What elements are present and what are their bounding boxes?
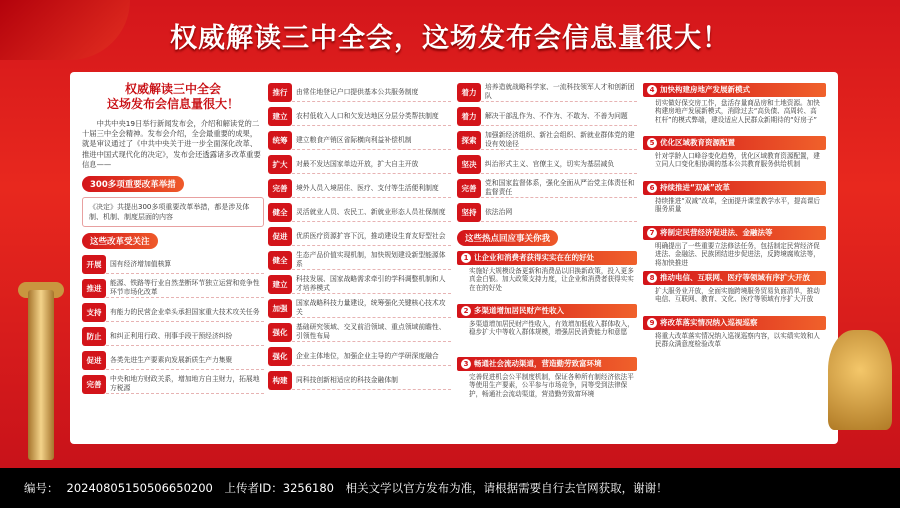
list-item (457, 202, 637, 223)
hotspot-number: 8 (647, 273, 657, 283)
hotspot-title-bar (643, 316, 826, 330)
hotspot-text: 完善促进机会公平制度机制，保证各种所有制经济依法平等使用生产要素，公平参与市场竞争，同等受到法律保护，畅通社会流动渠道，营造勤劳致富环境 (469, 373, 634, 398)
list-item (82, 254, 264, 275)
item-text: 国家战略科技力量建设，统筹强化关键核心技术攻关 (292, 299, 451, 318)
hotspot-text: 扩大服务业开放，全面实施跨境服务贸易负面清单，推动电信、互联网、教育、文化、医疗等领域有序扩大开放 (655, 287, 820, 304)
list-item (268, 178, 451, 199)
item-text: 同科技创新相适应的科技金融体制 (292, 371, 451, 390)
intro-paragraph: 中共中央19日举行新闻发布会，介绍和解读党的二十届三中全会精神。发布会介绍，全会最重要的成果，就是审议通过了《中共中央关于进一步全面深化改革、推进中国式现代化的决定》，发布会还透露诸多改革重要信息—— (82, 119, 261, 169)
list-item (268, 130, 451, 151)
hotspot-text: 将重大改革落实情况纳入巡视巡察内容，以实绩实效和人民群众满意度检验改革 (655, 332, 820, 349)
hotspot-title: 加快构建房地产发展新模式 (660, 85, 750, 94)
hotspot-text: 明确提出了一些重要立法修法任务，包括制定民营经济促进法、金融法、民族团结进步促进法，反跨境腐败法等，将加快推进 (655, 242, 820, 267)
list-item (268, 106, 451, 127)
item-text: 生态产品价值实现机制，加快规划建设新型能源体系 (292, 251, 451, 270)
hotspot-text: 切实做好保交房工作，盘活存量商品房和土地资源。加快构建房地产发展新模式，消除过去“高负债、高周转、高杠杆”的模式弊端，建设适应人民群众新期待的“好房子” (655, 99, 820, 124)
section-title-reforms: 300多项重要改革举措 (82, 176, 184, 192)
list-item (82, 302, 264, 323)
item-text: 科技发展、国家战略需求牵引的学科调整机制和人才培养模式 (292, 275, 451, 294)
item-tag: 健全 (268, 203, 292, 222)
hotspot-item (643, 271, 826, 313)
item-tag: 支持 (82, 303, 106, 322)
item-tag: 强化 (268, 323, 292, 342)
hotspot-number: 5 (647, 138, 657, 148)
item-text: 有能力的民营企业牵头承担国家重大技术攻关任务 (106, 303, 264, 322)
hotspot-number: 7 (647, 228, 657, 238)
list-item (268, 298, 451, 319)
item-text: 基础研究领域、交叉前沿领域、重点领域前瞻性、引领性布局 (292, 323, 451, 342)
item-tag: 坚持 (457, 203, 481, 222)
item-text: 加强新经济组织、新社会组织、新就业群体党的建设有效途径 (481, 131, 637, 150)
item-tag: 构建 (268, 371, 292, 390)
item-text: 解决干部乱作为、不作为、不敢为、不善为问题 (481, 107, 637, 126)
hotspot-item (643, 136, 826, 178)
list-item (268, 202, 451, 223)
section-title-focus: 这些改革受关注 (82, 233, 158, 249)
column-intro (82, 82, 264, 398)
item-tag: 完善 (457, 179, 481, 198)
item-tag: 完善 (82, 375, 106, 394)
hotspot-number: 3 (461, 359, 471, 369)
governance-list (457, 82, 637, 223)
item-tag: 防止 (82, 327, 106, 346)
stone-lion-image (828, 330, 892, 430)
item-tag: 促进 (268, 227, 292, 246)
item-text: 灵活就业人员、农民工、新就业形态人员社保制度 (292, 203, 451, 222)
column-measures (268, 82, 451, 394)
hotspot-text: 持续推进“双减”改革，全面提升课堂教学水平，提高课后服务质量 (655, 197, 821, 214)
hotspot-title-bar (643, 136, 826, 150)
column-governance (457, 82, 637, 407)
reform-list (82, 254, 264, 395)
item-text: 各类先进生产要素向发展新质生产力集聚 (106, 351, 264, 370)
item-tag: 建立 (268, 275, 292, 294)
hotspot-number: 4 (647, 85, 657, 95)
hotspot-text: 针对学龄人口峰谷变化趋势，优化区域教育资源配置，建立同人口变化相协调的基本公共教育服务供给机制 (655, 152, 820, 169)
item-text: 建立粮食产销区省际横向利益补偿机制 (292, 131, 451, 150)
hotspot-title-bar (643, 181, 826, 195)
list-item (268, 226, 451, 247)
footer-id-value: 20240805150506650200 (66, 481, 213, 495)
item-text: 依法治网 (481, 203, 637, 222)
hotspot-number: 1 (461, 253, 471, 263)
column-hotspots-continued (643, 80, 826, 358)
hotspot-item (457, 357, 637, 407)
hotspot-item (643, 83, 826, 133)
section-title-hotspots: 这些热点回应事关你我 (457, 230, 558, 246)
footer-notice: 相关文学以官方发布为准，请根据需要自行去官网获取，谢谢！ (345, 481, 668, 495)
item-tag: 推行 (268, 83, 292, 102)
hotspot-item (457, 304, 637, 354)
item-text: 党和国家监督体系，强化全面从严治党主体责任和监督责任 (481, 179, 637, 198)
list-item (268, 154, 451, 175)
item-tag: 促进 (82, 351, 106, 370)
measure-list (268, 82, 451, 391)
item-tag: 探索 (457, 131, 481, 150)
list-item (457, 178, 637, 199)
decision-quote: 《决定》共提出300多项重要改革举措，都是涉及体制、机制、制度层面的内容 (82, 197, 264, 227)
hotspot-title-bar (643, 226, 826, 240)
hotspot-item (643, 181, 826, 223)
hotspot-title: 推动电信、互联网、医疗等领域有序扩大开放 (660, 273, 810, 282)
hotspot-title: 优化区域教育资源配置 (660, 138, 735, 147)
list-item (268, 82, 451, 103)
item-text: 培养造就战略科学家、一流科技领军人才和创新团队 (481, 83, 637, 102)
hotspot-title-bar (643, 271, 826, 285)
list-item (457, 130, 637, 151)
list-item (82, 326, 264, 347)
list-item (457, 82, 637, 103)
hotspot-title-bar (457, 251, 637, 265)
item-tag: 健全 (268, 251, 292, 270)
item-tag: 着力 (457, 83, 481, 102)
hotspot-title: 多渠道增加居民财产性收入 (474, 306, 564, 315)
list-item (268, 322, 451, 343)
list-item (82, 374, 264, 395)
item-tag: 强化 (268, 347, 292, 366)
item-tag: 坚决 (457, 155, 481, 174)
item-text: 中央和地方财政关系，增加地方自主财力，拓展地方税源 (106, 375, 264, 394)
hotspot-text: 多渠道增加居民财产性收入，有效增加低收入群体收入，稳步扩大中等收入群体规模，增强居民消费能力和意愿 (469, 320, 634, 337)
list-item (457, 154, 637, 175)
hotspot-list (457, 251, 637, 407)
hotspot-title-bar (643, 83, 826, 97)
item-tag: 扩大 (268, 155, 292, 174)
hotspot-number: 9 (647, 318, 657, 328)
hotspot-title: 畅通社会流动渠道，营造勤劳致富环境 (474, 359, 602, 368)
item-tag: 加强 (268, 299, 292, 318)
hotspot-title: 将改革落实情况纳入巡视巡察 (660, 318, 758, 327)
hotspot-title-bar (457, 304, 637, 318)
hotspot-number: 2 (461, 306, 471, 316)
list-item (82, 278, 264, 299)
intro-title-line2: 这场发布会信息量很大！ (106, 97, 239, 111)
list-item (268, 250, 451, 271)
item-text: 企业主体地位，加强企业主导的产学研深度融合 (292, 347, 451, 366)
hotspot-item (643, 226, 826, 268)
item-tag: 统筹 (268, 131, 292, 150)
hotspot-title: 让企业和消费者获得实实在在的好处 (474, 253, 594, 262)
item-text: 由常住地登记户口提供基本公共服务制度 (292, 83, 451, 102)
item-tag: 建立 (268, 107, 292, 126)
footer-id-label: 编号： (24, 481, 59, 495)
item-tag: 着力 (457, 107, 481, 126)
list-item (82, 350, 264, 371)
hotspot-number: 6 (647, 183, 657, 193)
hotspot-text: 实施好大规模设备更新和消费品以旧换新政策，投入更多真金白银。加大政策支持力度，让企业和消费者获得实实在在的好处 (469, 267, 634, 292)
hotspot-title: 将制定民营经济促进法、金融法等 (660, 228, 773, 237)
item-text: 对最不发达国家单边开放，扩大自主开放 (292, 155, 451, 174)
list-item (268, 346, 451, 367)
huabiao-pillar-image (28, 290, 54, 460)
item-text: 纠治形式主义、官僚主义，切实为基层减负 (481, 155, 637, 174)
hotspot-title-bar (457, 357, 637, 371)
poster-headline: 权威解读三中全会，这场发布会信息量很大！ (170, 23, 730, 54)
list-item (268, 370, 451, 391)
item-tag: 开展 (82, 255, 106, 274)
item-text: 能源、铁路等行业自然垄断环节独立运营和竞争性环节市场化改革 (106, 279, 264, 298)
footer-uploader: 上传者ID：3256180 (224, 481, 334, 495)
item-text: 优质医疗资源扩容下沉，推动建设生育友好型社会 (292, 227, 451, 246)
hotspot-item (643, 316, 826, 358)
intro-title-line1: 权威解读三中全会 (124, 82, 221, 96)
hotspot-item (457, 251, 637, 301)
item-tag: 推进 (82, 279, 106, 298)
list-item (457, 106, 637, 127)
item-text: 和纠正利用行政、刑事手段干预经济纠纷 (106, 327, 264, 346)
list-item (268, 274, 451, 295)
hotspot-list-2 (643, 83, 826, 358)
item-text: 国有经济增加值核算 (106, 255, 264, 274)
item-tag: 完善 (268, 179, 292, 198)
hotspot-title: 持续推进“双减”改革 (660, 183, 730, 192)
item-text: 境外人员入境居住、医疗、支付等生活便利制度 (292, 179, 451, 198)
item-text: 农村低收入人口和欠发达地区分层分类帮扶制度 (292, 107, 451, 126)
footer-bar (0, 468, 900, 508)
